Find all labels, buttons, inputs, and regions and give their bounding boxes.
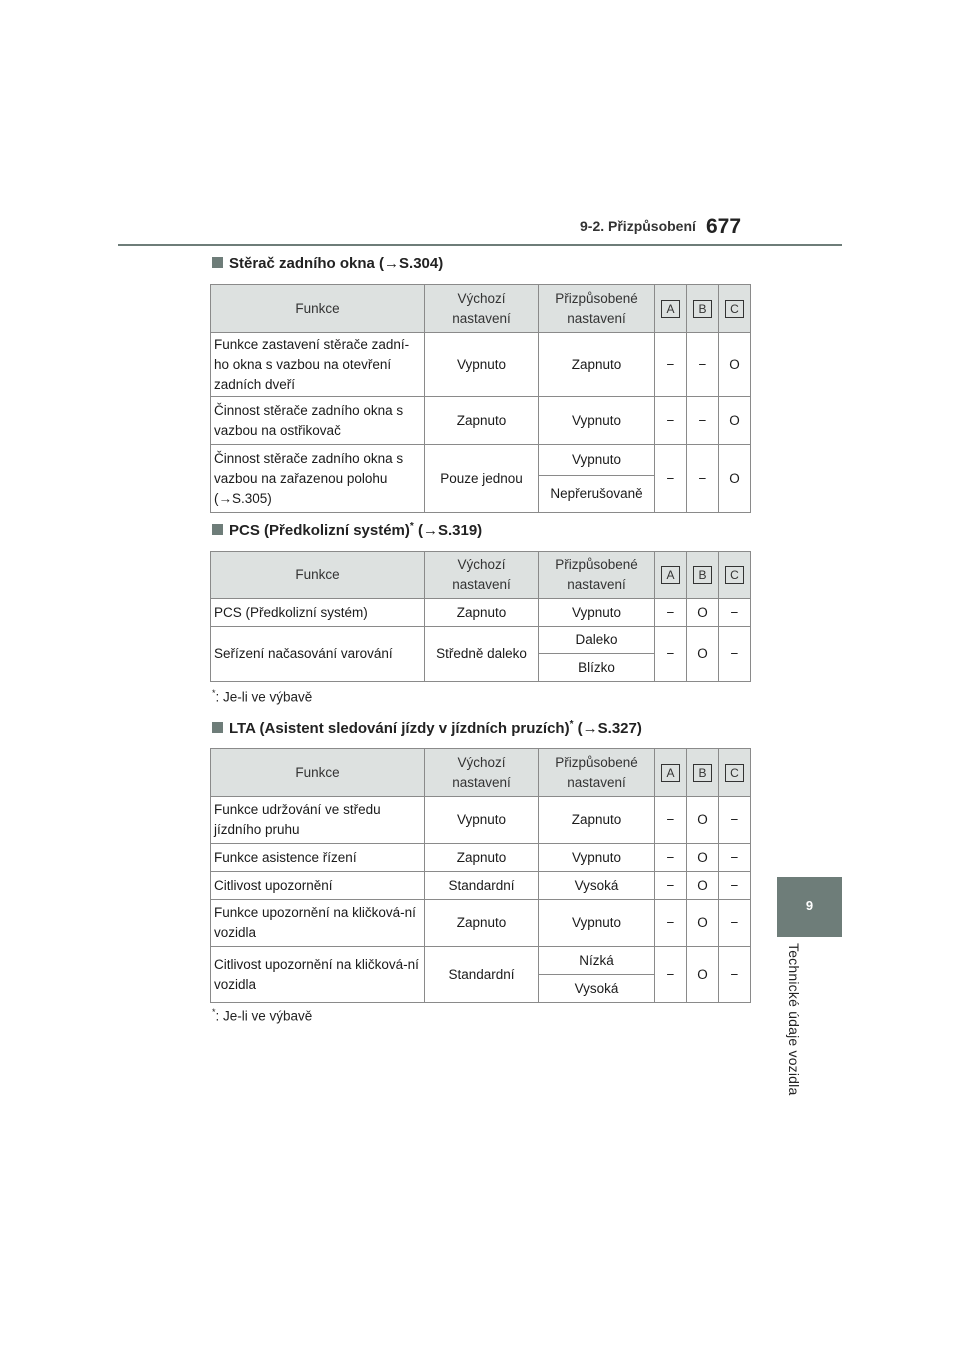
section-heading-text: Stěrač zadního okna (→S.304) [229,255,444,272]
cell-a: − [655,599,687,627]
table-row [211,844,751,872]
cell-custom: Vysoká [539,872,655,900]
cell-a: − [655,397,687,445]
chapter-tab [777,877,842,937]
header-function: Funkce [211,552,425,599]
lta-table [210,748,751,1003]
section-bullet-icon [212,257,223,268]
footnote-pcs [212,688,312,705]
cell-b: O [687,872,719,900]
cell-a: − [655,627,687,682]
header-b: B [687,285,719,333]
cell-a: − [655,333,687,397]
header-function: Funkce [211,285,425,333]
cell-b: O [687,844,719,872]
cell-c: O [719,333,751,397]
footnote-text: : Je-li ve výbavě [215,689,313,705]
footnote-marker: * [212,688,216,698]
cell-c: − [719,947,751,1003]
cell-c: − [719,797,751,844]
cell-function: Seřízení načasování varování [211,627,425,682]
cell-b: − [687,333,719,397]
page-number: 677 [706,215,742,238]
table-row [211,872,751,900]
cell-c: − [719,844,751,872]
header-c: C [719,749,751,797]
cell-function: Funkce upozornění na kličková-ní vozidla [211,900,425,947]
cell-a: − [655,947,687,1003]
cell-custom: Blízko [539,654,655,682]
cell-b: − [687,397,719,445]
chapter-number: 9 [805,898,814,913]
header-custom: Přizpůsobené nastavení [539,552,655,599]
cell-custom: Vypnuto [539,397,655,445]
cell-function: Citlivost upozornění na kličková-ní vozidla [211,947,425,1003]
cell-a: − [655,900,687,947]
cell-default: Vypnuto [425,797,539,844]
cell-default: Standardní [425,947,539,1003]
cell-default: Standardní [425,872,539,900]
running-header-section: 9-2. Přizpůsobení [580,218,696,234]
table-header-row [211,285,751,333]
header-c: C [719,285,751,333]
table-row [211,333,751,397]
cell-c: − [719,872,751,900]
cell-c: − [719,627,751,682]
cell-c: − [719,900,751,947]
table-row [211,947,751,975]
footnote-text: : Je-li ve výbavě [215,1008,313,1024]
header-custom: Přizpůsobené nastavení [539,749,655,797]
header-default: Výchozí nastavení [425,285,539,333]
table-row [211,797,751,844]
cell-a: − [655,445,687,513]
header-custom: Přizpůsobené nastavení [539,285,655,333]
section-heading-text: PCS (Předkolizní systém) [229,522,410,539]
footnote-marker: * [409,521,414,532]
cell-function: Funkce udržování ve středu jízdního pruhu [211,797,425,844]
section-heading-lta [212,719,642,737]
table-row [211,445,751,476]
cell-c: O [719,397,751,445]
section-heading-ref: (→S.327) [573,720,642,737]
cell-function: Činnost stěrače zadního okna s vazbou na zařazenou polohu (→S.305) [211,445,425,513]
cell-b: O [687,599,719,627]
cell-function: Činnost stěrače zadního okna s vazbou na ostřikovač [211,397,425,445]
cell-function: PCS (Předkolizní systém) [211,599,425,627]
section-bullet-icon [212,722,223,733]
rear-wiper-table [210,284,751,513]
table-row [211,397,751,445]
cell-b: O [687,797,719,844]
footnote-marker: * [212,1007,216,1017]
cell-default: Zapnuto [425,900,539,947]
header-a: A [655,749,687,797]
section-heading-ref: (→S.319) [413,522,483,539]
pcs-table [210,551,751,682]
cell-a: − [655,872,687,900]
cell-custom: Vypnuto [539,844,655,872]
footnote-lta [212,1007,312,1024]
cell-custom: Zapnuto [539,797,655,844]
cell-c: O [719,445,751,513]
cell-custom: Daleko [539,627,655,654]
header-b: B [687,552,719,599]
header-a: A [655,552,687,599]
header-b: B [687,749,719,797]
section-heading-text: LTA (Asistent sledování jízdy v jízdních pruzích) [229,720,570,737]
cell-a: − [655,844,687,872]
cell-b: O [687,900,719,947]
cell-function: Funkce zastavení stěrače zadní-ho okna s vazbou na otevření zadních dveří [211,333,425,397]
cell-default: Zapnuto [425,397,539,445]
cell-custom: Vypnuto [539,445,655,476]
cell-b: O [687,627,719,682]
cell-default: Vypnuto [425,333,539,397]
table-row [211,900,751,947]
section-heading-pcs [212,521,482,539]
cell-c: − [719,599,751,627]
cell-b: O [687,947,719,1003]
cell-b: − [687,445,719,513]
table-row [211,599,751,627]
table-header-row [211,552,751,599]
section-heading-rear-wiper [212,255,443,272]
cell-custom: Vysoká [539,975,655,1003]
cell-custom: Nepřerušovaně [539,476,655,513]
cell-custom: Zapnuto [539,333,655,397]
cell-a: − [655,797,687,844]
chapter-title: Technické údaje vozidla [786,943,802,1096]
table-header-row [211,749,751,797]
cell-custom: Vypnuto [539,599,655,627]
cell-custom: Vypnuto [539,900,655,947]
header-function: Funkce [211,749,425,797]
cell-custom: Nízká [539,947,655,975]
cell-default: Středně daleko [425,627,539,682]
section-bullet-icon [212,524,223,535]
table-row [211,627,751,654]
header-c: C [719,552,751,599]
header-default: Výchozí nastavení [425,552,539,599]
footnote-marker: * [569,719,574,730]
cell-default: Zapnuto [425,844,539,872]
header-rule [118,244,842,246]
cell-default: Zapnuto [425,599,539,627]
header-a: A [655,285,687,333]
cell-function: Citlivost upozornění [211,872,425,900]
cell-default: Pouze jednou [425,445,539,513]
cell-function: Funkce asistence řízení [211,844,425,872]
header-default: Výchozí nastavení [425,749,539,797]
